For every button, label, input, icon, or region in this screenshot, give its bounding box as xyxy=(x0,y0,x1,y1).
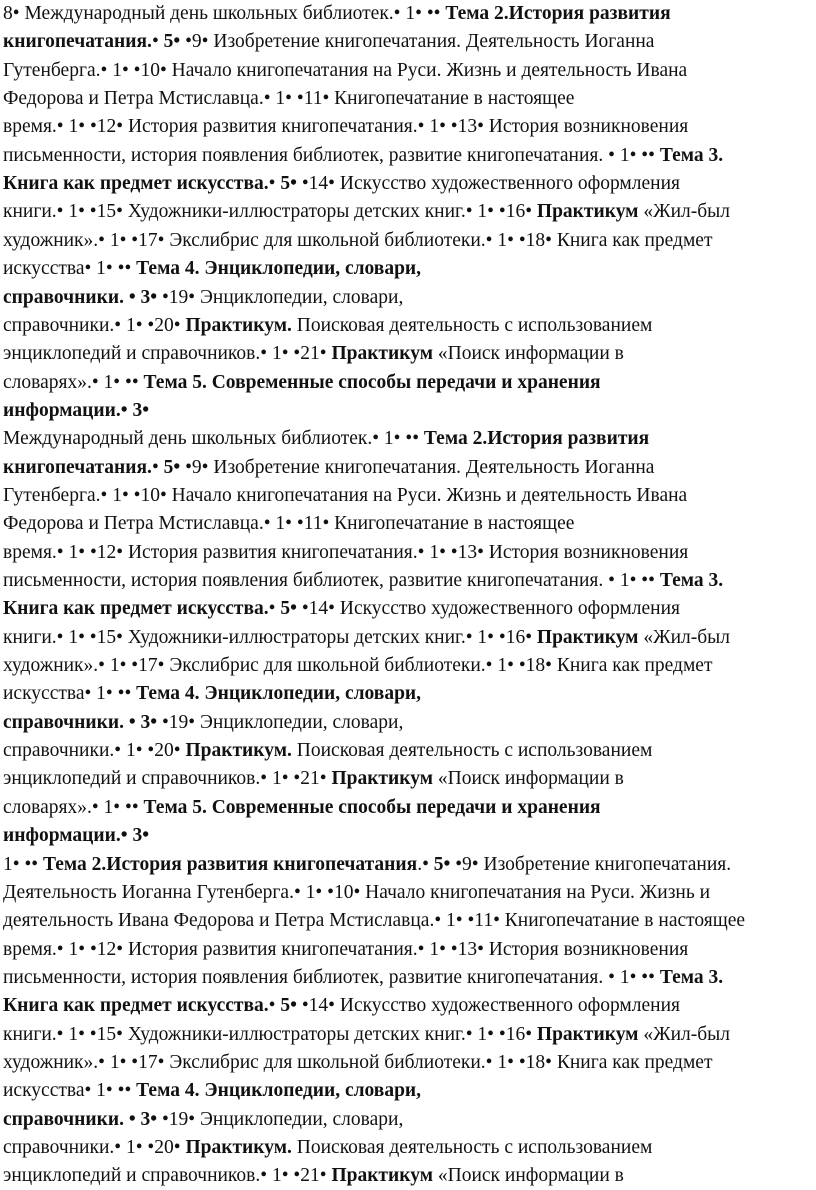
text-run: справочники.• 1• •20• xyxy=(3,1137,186,1158)
text-line xyxy=(3,567,723,595)
text-line xyxy=(3,1049,712,1077)
text-run: Поисковая деятельность с использованием xyxy=(291,740,653,762)
text-run: Федорова и Петра Мстиславца.• 1• •11• Книгопечатание в настоящее xyxy=(3,513,575,535)
text-run: •9• Изобретение книгопечатания. Деятельность Иоганна xyxy=(180,31,655,53)
bold-text-run: Практикум. xyxy=(185,314,292,336)
text-run: •14• Искусство художественного оформления xyxy=(296,173,680,195)
text-run: Гутенберга.• 1• •10• Начало книгопечатания на Руси. Жизнь и деятельность Ивана xyxy=(3,59,688,81)
text-line xyxy=(3,794,601,822)
text-run: •9• Изобретение книгопечатания. Деятельность Иоганна xyxy=(180,456,655,478)
text-line xyxy=(3,142,723,170)
text-run: деятельность Ивана Федорова и Петра Мстиславца.• 1• •11• Книгопечатание в настоящее xyxy=(3,910,746,932)
bold-text-run: Книга как предмет искусства. xyxy=(3,173,269,195)
text-line xyxy=(3,425,649,453)
bold-text-run: 5• xyxy=(280,598,297,620)
text-line xyxy=(3,85,574,113)
bold-text-run: Тема 5. Современные способы передачи и хранения xyxy=(143,371,601,393)
text-line xyxy=(3,936,688,964)
text-run: искусства• 1• •• xyxy=(3,683,137,705)
text-run: Поисковая деятельность с использованием xyxy=(291,1137,653,1158)
text-run: Федорова и Петра Мстиславца.• 1• •11• Книгопечатание в настоящее xyxy=(3,88,575,110)
text-run: словарях».• 1• •• xyxy=(3,796,144,818)
text-run: «Жил-был xyxy=(638,1023,730,1045)
text-run: справочники.• 1• •20• xyxy=(3,314,186,336)
bold-text-run: 5• xyxy=(163,456,181,478)
text-run: энциклопедий и справочников.• 1• •21• xyxy=(3,1165,332,1187)
text-run: словарях».• 1• •• xyxy=(3,371,144,393)
bold-text-run: Практикум xyxy=(331,768,433,790)
text-run: • xyxy=(151,31,164,53)
text-run: •9• Изобретение книгопечатания. xyxy=(450,853,732,875)
bold-text-run: Тема 4. Энциклопедии, словари, xyxy=(136,1080,422,1102)
text-run: «Поиск информации в xyxy=(432,343,624,365)
text-run: «Поиск информации в xyxy=(432,1165,624,1187)
bold-text-run: Тема 2.История развития xyxy=(445,3,671,24)
text-line xyxy=(3,624,730,652)
text-run: искусства• 1• •• xyxy=(3,258,137,280)
text-run: время.• 1• •12• История развития книгопечатания.• 1• •13• История возникновения xyxy=(3,541,689,563)
text-run: энциклопедий и справочников.• 1• •21• xyxy=(3,768,332,790)
text-run: энциклопедий и справочников.• 1• •21• xyxy=(3,343,332,365)
text-line xyxy=(3,1021,730,1049)
text-run: письменности, история появления библиотек, развитие книгопечатания. • 1• •• xyxy=(3,144,660,166)
bold-text-run: Тема 3. xyxy=(659,144,724,166)
bold-text-run: Практикум. xyxy=(185,1137,292,1158)
text-line xyxy=(3,397,149,425)
bold-text-run: 5• xyxy=(280,173,297,195)
text-line xyxy=(3,482,687,510)
text-line xyxy=(3,1106,403,1134)
text-run: книги.• 1• •15• Художники-иллюстраторы детских книг.• 1• •16• xyxy=(3,1023,537,1045)
text-run: Международный день школьных библиотек.• 1• •• xyxy=(3,428,424,450)
text-line xyxy=(3,1077,421,1105)
text-run: • xyxy=(268,995,281,1017)
text-run: Гутенберга.• 1• •10• Начало книгопечатания на Руси. Жизнь и деятельность Ивана xyxy=(3,484,688,506)
text-run: •14• Искусство художественного оформления xyxy=(296,598,680,620)
text-run: время.• 1• •12• История развития книгопечатания.• 1• •13• История возникновения xyxy=(3,938,689,960)
text-run: •19• Энциклопедии, словари, xyxy=(157,1108,404,1130)
bold-text-run: Тема 4. Энциклопедии, словари, xyxy=(136,683,422,705)
bold-text-run: Тема 2.История развития xyxy=(423,428,650,450)
text-line xyxy=(3,851,731,879)
text-line xyxy=(3,170,680,198)
text-line xyxy=(3,652,712,680)
text-line xyxy=(3,113,688,141)
text-run: письменности, история появления библиотек, развитие книгопечатания. • 1• •• xyxy=(3,966,660,988)
text-run: 1• •• xyxy=(3,853,43,875)
text-run: «Жил-был xyxy=(638,626,730,648)
text-run: Поисковая деятельность с использованием xyxy=(291,314,653,336)
text-line xyxy=(3,198,730,226)
bold-text-run: Тема 3. xyxy=(659,570,724,591)
text-line xyxy=(3,312,652,340)
bold-text-run: информации.• 3• xyxy=(3,399,150,421)
text-run: «Жил-был xyxy=(638,201,730,223)
bold-text-run: Тема 3. xyxy=(659,966,724,988)
text-line xyxy=(3,765,624,793)
text-run: справочники.• 1• •20• xyxy=(3,740,186,762)
text-line xyxy=(3,28,654,56)
bold-text-run: Книга как предмет искусства. xyxy=(3,995,269,1017)
text-line xyxy=(3,595,680,623)
text-run: Деятельность Иоганна Гутенберга.• 1• •10• Начало книгопечатания на Руси. Жизнь и xyxy=(3,881,711,903)
text-run: искусства• 1• •• xyxy=(3,1080,137,1102)
text-line xyxy=(3,964,723,992)
bold-text-run: справочники. • 3• xyxy=(3,711,158,733)
text-run: «Поиск информации в xyxy=(432,768,624,790)
bold-text-run: книгопечатания. xyxy=(3,31,152,53)
text-line xyxy=(3,539,688,567)
bold-text-run: 5• xyxy=(433,853,451,875)
text-line xyxy=(3,284,403,312)
bold-text-run: Практикум xyxy=(331,1165,433,1187)
bold-text-run: Практикум xyxy=(331,343,433,365)
text-line xyxy=(3,737,652,765)
text-run: книги.• 1• •15• Художники-иллюстраторы детских книг.• 1• •16• xyxy=(3,626,537,648)
text-run: •19• Энциклопедии, словари, xyxy=(157,286,404,308)
text-run: книги.• 1• •15• Художники-иллюстраторы детских книг.• 1• •16• xyxy=(3,201,537,223)
bold-text-run: 5• xyxy=(163,31,181,53)
bold-text-run: 5• xyxy=(280,995,297,1017)
text-line xyxy=(3,879,710,907)
text-line xyxy=(3,454,654,482)
text-run: художник».• 1• •17• Экслибрис для школьной библиотеки.• 1• •18• Книга как предмет xyxy=(3,229,713,251)
text-line xyxy=(3,369,601,397)
text-run: •14• Искусство художественного оформления xyxy=(296,995,680,1017)
bold-text-run: книгопечатания. xyxy=(3,456,152,478)
text-run: письменности, история появления библиотек, развитие книгопечатания. • 1• •• xyxy=(3,570,660,591)
text-line xyxy=(3,822,149,850)
text-line xyxy=(3,340,624,368)
text-run: • xyxy=(268,598,281,620)
text-run: • xyxy=(268,173,281,195)
text-run: художник».• 1• •17• Экслибрис для школьной библиотеки.• 1• •18• Книга как предмет xyxy=(3,655,713,677)
bold-text-run: информации.• 3• xyxy=(3,825,150,847)
text-line xyxy=(3,680,421,708)
text-line xyxy=(3,57,687,85)
text-line xyxy=(3,1134,652,1162)
text-line xyxy=(3,255,421,283)
text-run: • xyxy=(151,456,164,478)
text-line xyxy=(3,907,745,935)
bold-text-run: Тема 4. Энциклопедии, словари, xyxy=(136,258,422,280)
bold-text-run: Практикум. xyxy=(185,740,292,762)
bold-text-run: Практикум xyxy=(536,201,639,223)
text-run: .• xyxy=(417,853,434,875)
bold-text-run: Тема 5. Современные способы передачи и хранения xyxy=(143,796,601,818)
bold-text-run: Практикум xyxy=(536,1023,639,1045)
bold-text-run: Книга как предмет искусства. xyxy=(3,598,269,620)
text-line xyxy=(3,0,671,28)
text-run: •19• Энциклопедии, словари, xyxy=(157,711,404,733)
text-line xyxy=(3,510,574,538)
text-run: время.• 1• •12• История развития книгопечатания.• 1• •13• История возникновения xyxy=(3,116,689,138)
bold-text-run: Практикум xyxy=(536,626,639,648)
text-line xyxy=(3,1162,624,1190)
text-run: художник».• 1• •17• Экслибрис для школьной библиотеки.• 1• •18• Книга как предмет xyxy=(3,1051,713,1073)
text-line xyxy=(3,227,712,255)
bold-text-run: справочники. • 3• xyxy=(3,286,158,308)
text-run: 8• Международный день школьных библиотек.• 1• •• xyxy=(3,3,446,24)
text-line xyxy=(3,992,680,1020)
text-line xyxy=(3,709,403,737)
bold-text-run: Тема 2.История развития книгопечатания xyxy=(42,853,418,875)
bold-text-run: справочники. • 3• xyxy=(3,1108,158,1130)
